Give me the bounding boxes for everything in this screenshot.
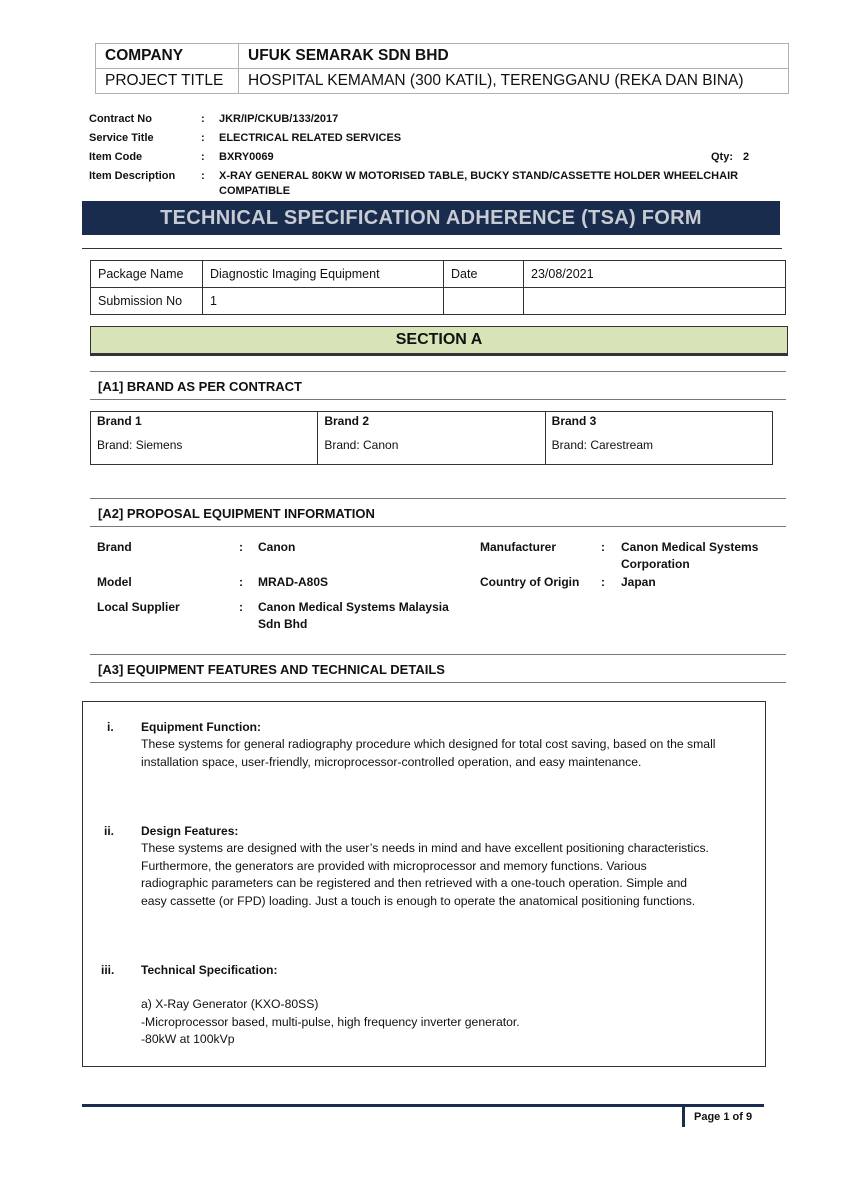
date-label: Date [444,261,524,288]
a3-heading [90,654,786,683]
brand-title: Brand 2 [324,414,370,428]
service-label: Service Title [89,132,154,144]
colon: : [239,575,243,589]
qty-label: Qty: [711,151,733,163]
footer-line [82,1104,764,1107]
item-line: easy cassette (or FPD) loading. Just a touch is enough to operate the anatomical positioning functions. [141,893,696,908]
submission-value: 1 [203,288,444,315]
item-line: -80kW at 100kVp [141,1032,235,1046]
a1-code: [A1] [98,379,124,394]
item-line: radiographic parameters can be registered and then retrieved with a one-touch operation. Simple and [141,876,688,890]
brand-title: Brand 3 [551,414,597,428]
brand-value: Brand: Canon [324,438,399,452]
a2-supplier-value-2: Sdn Bhd [258,617,308,631]
item-text [141,840,756,910]
a3-title: EQUIPMENT FEATURES AND TECHNICAL DETAILS [126,662,445,677]
contract-value: JKR/IP/CKUB/133/2017 [219,113,339,125]
company-project-table [95,43,789,94]
item-desc-line2: COMPATIBLE [219,185,291,197]
a2-origin-value: Japan [621,575,656,589]
colon: : [201,113,205,125]
a1-heading [90,371,786,400]
a2-supplier-value-1: Canon Medical Systems Malaysia [258,600,449,614]
company-label: COMPANY [96,44,239,69]
item-title: Technical Specification: [141,963,278,977]
section-a-header: SECTION A [90,326,788,356]
item-line: a) X-Ray Generator (KXO-80SS) [141,997,319,1011]
a2-brand-label: Brand [97,540,132,554]
colon: : [601,575,605,589]
item-line: installation space, user-friendly, microprocessor-controlled operation, and easy maintenance. [141,754,642,769]
item-desc-label: Item Description [89,170,176,182]
qty-value: 2 [743,151,750,163]
item-line: Furthermore, the generators are provided with microprocessor and memory functions. Various [141,858,647,873]
colon: : [601,540,605,554]
brand-table [90,411,773,465]
a2-title: PROPOSAL EQUIPMENT INFORMATION [126,506,375,521]
brand-value: Brand: Carestream [551,438,654,452]
colon: : [239,540,243,554]
brand-title: Brand 1 [97,414,142,428]
item-text [141,736,756,771]
empty-cell [444,288,524,315]
company-value: UFUK SEMARAK SDN BHD [239,44,789,69]
a3-code: [A3] [98,662,124,677]
item-title: Equipment Function: [141,720,261,734]
service-value: ELECTRICAL RELATED SERVICES [219,132,402,144]
package-table [90,260,786,315]
item-number: iii. [101,963,115,977]
item-title: Design Features: [141,824,239,838]
brand-cell [318,412,545,465]
brand-cell [91,412,318,465]
item-number: ii. [104,824,115,838]
package-label: Package Name [91,261,203,288]
a2-manufacturer-label: Manufacturer [480,540,557,554]
a2-code: [A2] [98,506,124,521]
a2-brand-value: Canon [258,540,296,554]
brand-cell [545,412,772,465]
a2-manufacturer-value-2: Corporation [621,557,690,571]
item-code-value: BXRY0069 [219,151,274,163]
date-value: 23/08/2021 [524,261,786,288]
contract-label: Contract No [89,113,152,125]
colon: : [201,132,205,144]
project-value: HOSPITAL KEMAMAN (300 KATIL), TERENGGANU (REKA DAN BINA) [239,69,789,94]
colon: : [239,600,243,614]
item-text [141,996,756,1049]
item-line: These systems are designed with the user’s needs in mind and have excellent positioning characteristics. [141,841,709,855]
package-value: Diagnostic Imaging Equipment [203,261,444,288]
item-desc-line1: X-RAY GENERAL 80KW W MOTORISED TABLE, BUCKY STAND/CASSETTE HOLDER WHEELCHAIR [219,170,739,182]
colon: : [201,151,205,163]
a2-heading [90,498,786,527]
form-title-banner: TECHNICAL SPECIFICATION ADHERENCE (TSA) FORM [82,201,780,235]
project-label: PROJECT TITLE [96,69,239,94]
item-line: -Microprocessor based, multi-pulse, high frequency inverter generator. [141,1014,520,1029]
item-code-label: Item Code [89,151,143,163]
a2-manufacturer-value-1: Canon Medical Systems [621,540,759,554]
item-line: These systems for general radiography procedure which designed for total cost saving, based on the small [141,737,716,751]
page-number: Page 1 of 9 [694,1111,753,1123]
a2-supplier-label: Local Supplier [97,600,180,614]
divider [82,248,782,249]
item-number: i. [107,720,114,734]
a2-origin-label: Country of Origin [480,575,580,589]
brand-value: Brand: Siemens [97,438,183,452]
a1-title: BRAND AS PER CONTRACT [126,379,302,394]
a2-model-label: Model [97,575,132,589]
colon: : [201,170,205,182]
empty-cell [524,288,786,315]
submission-label: Submission No [91,288,203,315]
a2-model-value: MRAD-A80S [258,575,329,589]
footer-bar [682,1107,685,1127]
